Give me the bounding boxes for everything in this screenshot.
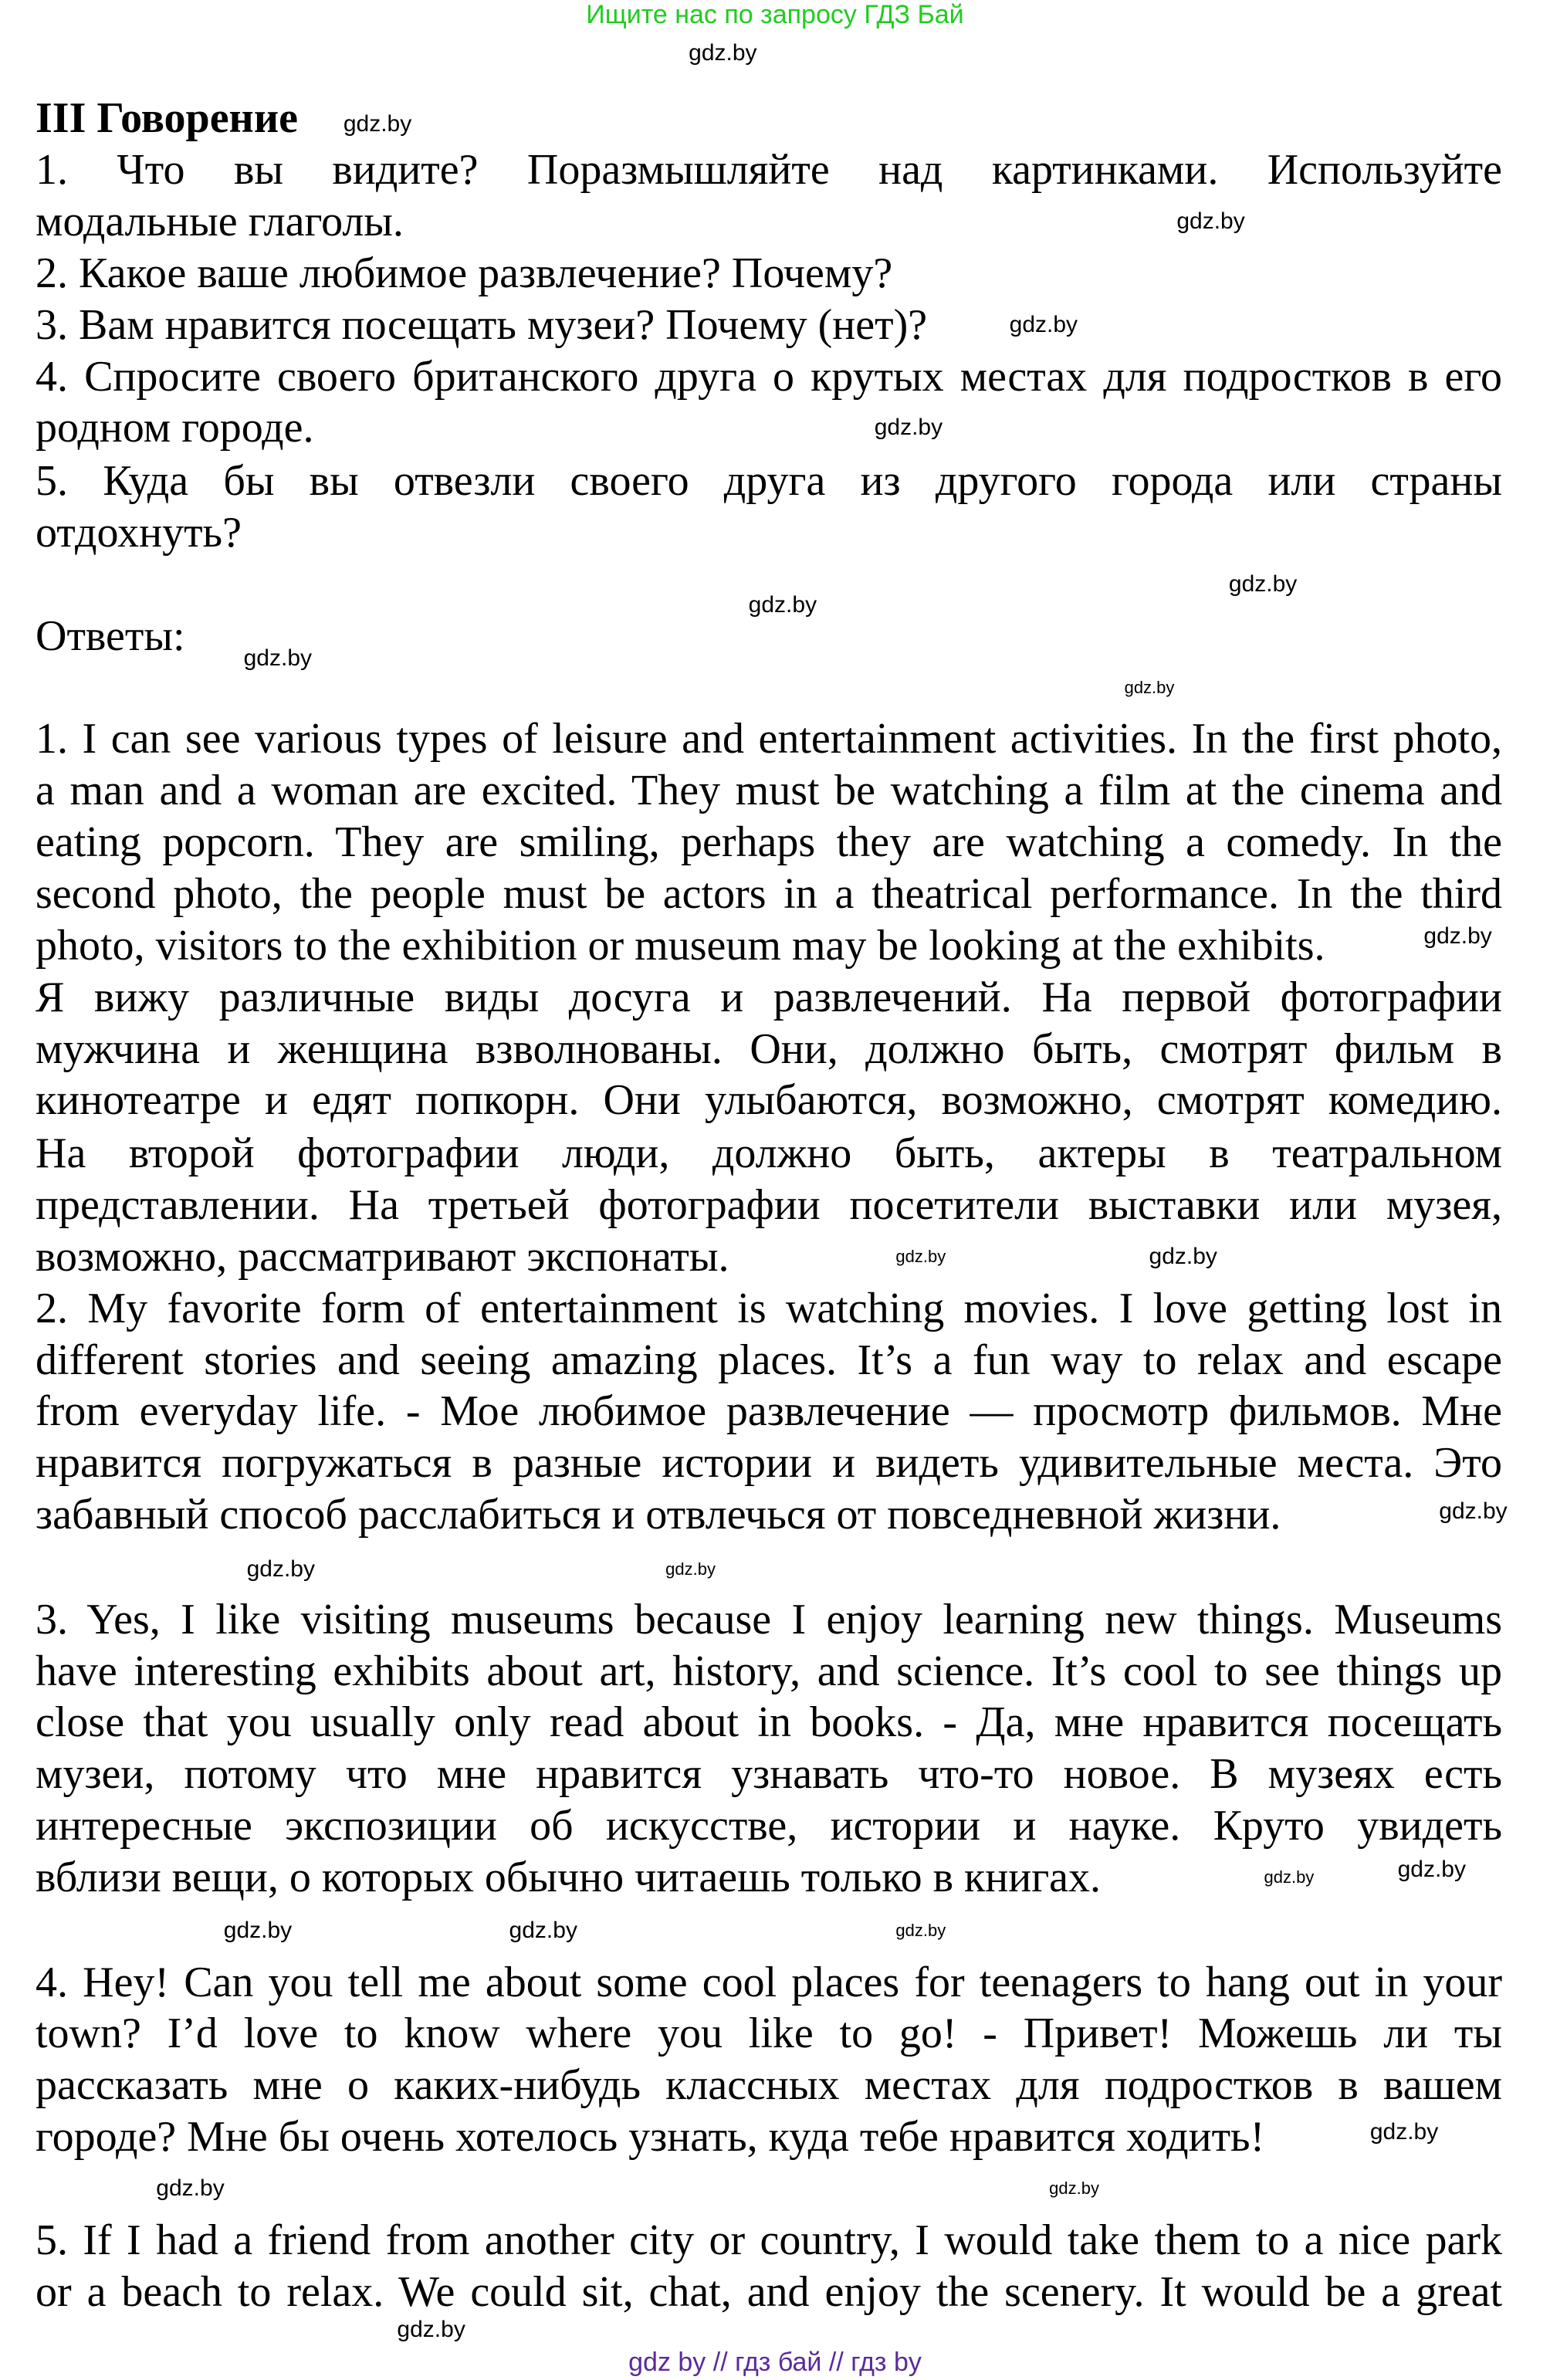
answer-line: 3. Yes, I like visiting museums because I enjoy learning new things. Museums	[36, 1595, 1502, 1644]
question-line: 5. Куда бы вы отвезли своего друга из другого города или страны	[36, 457, 1502, 506]
answer-line: different stories and seeing amazing places. It’s a fun way to relax and escape	[36, 1336, 1502, 1384]
answer-line: рассказать мне о каких-нибудь классных местах для подростков в вашем	[36, 2061, 1502, 2110]
answer-line: кинотеатре и едят попкорн. Они улыбаются, возможно, смотрят комедию.	[36, 1076, 1502, 1125]
answer-line: a man and a woman are excited. They must be watching a film at the cinema and	[36, 767, 1502, 815]
watermark: gdz.by	[397, 2316, 465, 2342]
answer-line: Я вижу различные виды досуга и развлечений. На первой фотографии	[36, 973, 1502, 1021]
answer-line: photo, visitors to the exhibition or museum may be looking at the exhibits.	[36, 921, 1325, 970]
footer-links[interactable]: gdz by // гдз бай // гдз by	[628, 2348, 922, 2377]
question-line: 1. Что вы видите? Поразмышляйте над картинками. Используйте	[36, 146, 1502, 195]
watermark: gdz.by	[874, 415, 943, 441]
answer-line: нравится погружаться в разные истории и видеть удивительные места. Это	[36, 1439, 1502, 1488]
answer-line: На второй фотографии люди, должно быть, актеры в театральном	[36, 1129, 1502, 1178]
answer-line: мужчина и женщина взволнованы. Они, должно быть, смотрят фильм в	[36, 1024, 1502, 1073]
answer-line: 4. Hey! Can you tell me about some cool places for teenagers to hang out in your	[36, 1958, 1502, 2006]
watermark: gdz.by	[1124, 677, 1175, 697]
answer-line: городе? Мне бы очень хотелось узнать, куда тебе нравится ходить!	[36, 2113, 1265, 2162]
watermark: gdz.by	[1264, 1867, 1315, 1887]
watermark: gdz.by	[343, 111, 412, 137]
watermark: gdz.by	[1176, 208, 1245, 235]
search-banner: Ищите нас по запросу ГДЗ Бай	[586, 0, 964, 29]
watermark: gdz.by	[223, 1917, 293, 1943]
watermark: gdz.by	[1228, 570, 1298, 597]
watermark: gdz.by	[1369, 2119, 1439, 2145]
question-line: родном городе.	[36, 404, 314, 452]
question-line: отдохнуть?	[36, 509, 242, 557]
watermark: gdz.by	[895, 1246, 946, 1266]
section-heading: III Говорение	[36, 94, 298, 143]
answer-line: 5. If I had a friend from another city or country, I would take them to a nice park	[36, 2216, 1502, 2264]
answer-line: or a beach to relax. We could sit, chat, and enjoy the scenery. It would be a great	[36, 2267, 1502, 2316]
answer-line: вблизи вещи, о которых обычно читаешь только в книгах.	[36, 1853, 1102, 1901]
answer-line: have interesting exhibits about art, history, and science. It’s cool to see things up	[36, 1647, 1502, 1695]
watermark: gdz.by	[1049, 2178, 1100, 2198]
answer-line: забавный способ расслабиться и отвлечься от повседневной жизни.	[36, 1491, 1281, 1539]
watermark: gdz.by	[1149, 1243, 1217, 1269]
watermark: gdz.by	[246, 1556, 315, 1582]
answer-line: town? I’d love to know where you like to go! - Привет! Можешь ли ты	[36, 2009, 1502, 2058]
watermark: gdz.by	[689, 39, 757, 66]
watermark: gdz.by	[156, 2175, 225, 2201]
answer-line: from everyday life. - Мое любимое развлечение — просмотр фильмов. Мне	[36, 1387, 1502, 1436]
answer-line: представлении. На третьей фотографии посетители выставки или музея,	[36, 1181, 1502, 1229]
watermark: gdz.by	[748, 592, 817, 618]
answer-line: second photo, the people must be actors in a theatrical performance. In the third	[36, 869, 1502, 918]
watermark: gdz.by	[1439, 1498, 1508, 1525]
answer-line: 2. My favorite form of entertainment is watching movies. I love getting lost in	[36, 1284, 1502, 1332]
watermark: gdz.by	[665, 1559, 716, 1579]
answer-line: интересные экспозиции об искусстве, истории и науке. Круто увидеть	[36, 1802, 1502, 1850]
answers-label: Ответы:	[36, 611, 185, 660]
watermark: gdz.by	[243, 645, 313, 672]
watermark: gdz.by	[1423, 923, 1492, 950]
watermark: gdz.by	[509, 1917, 577, 1943]
watermark: gdz.by	[895, 1920, 946, 1940]
watermark: gdz.by	[1397, 1857, 1466, 1883]
question-line: 4. Спросите своего британского друга о крутых местах для подростков в его	[36, 352, 1502, 401]
answer-line: музеи, потому что мне нравится узнавать что-то новое. В музеях есть	[36, 1750, 1502, 1799]
question-line: 3. Вам нравится посещать музеи? Почему (нет)?	[36, 300, 928, 349]
answer-line: возможно, рассматривают экспонаты.	[36, 1232, 729, 1281]
question-line: 2. Какое ваше любимое развлечение? Почему?	[36, 249, 893, 297]
watermark: gdz.by	[1009, 311, 1078, 337]
answer-line: 1. I can see various types of leisure and entertainment activities. In the first photo,	[36, 715, 1502, 763]
answer-line: close that you usually only read about in books. - Да, мне нравится посещать	[36, 1698, 1502, 1747]
question-line: модальные глаголы.	[36, 198, 404, 246]
answer-line: eating popcorn. They are smiling, perhaps they are watching a comedy. In the	[36, 818, 1502, 867]
